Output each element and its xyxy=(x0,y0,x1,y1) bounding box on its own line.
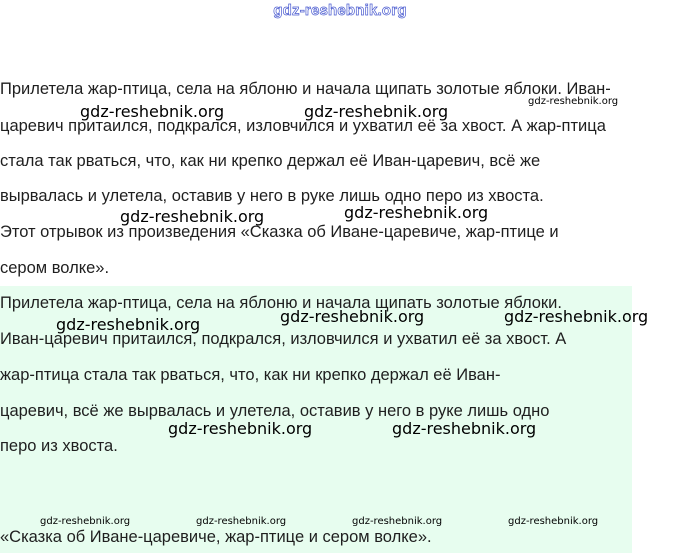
watermark: gdz-reshebnik.org xyxy=(56,315,201,334)
watermark: gdz-reshebnik.org xyxy=(392,419,537,438)
header-watermark: gdz-reshebnik.org xyxy=(273,2,407,19)
watermark: gdz-reshebnik.org xyxy=(508,516,599,527)
question-line: вырвалась и улетела, оставив у него в руке лишь одно перо из хвоста. xyxy=(0,187,544,205)
question-line: Этот отрывок из произведения «Сказка об Иване-царевиче, жар-птице и xyxy=(0,223,559,241)
question-line: Прилетела жар-птица, села на яблоню и начала щипать золотые яблоки. Иван- xyxy=(0,80,611,98)
answer-line: Иван-царевич притаился, подкрался, изловчился и ухватил её за хвост. А xyxy=(0,330,567,348)
answer-line: перо из хвоста. xyxy=(0,437,118,455)
watermark: gdz-reshebnik.org xyxy=(528,96,619,107)
watermark: gdz-reshebnik.org xyxy=(280,307,425,326)
watermark: gdz-reshebnik.org xyxy=(80,102,225,121)
watermark: gdz-reshebnik.org xyxy=(352,516,443,527)
watermark: gdz-reshebnik.org xyxy=(120,207,265,226)
answer-line: Прилетела жар-птица, села на яблоню и начала щипать золотые яблоки. xyxy=(0,294,562,312)
watermark: gdz-reshebnik.org xyxy=(504,307,649,326)
watermark: gdz-reshebnik.org xyxy=(304,102,449,121)
answer-line: царевич, всё же вырвалась и улетела, оставив у него в руке лишь одно xyxy=(0,402,550,420)
question-line: стала так рваться, что, как ни крепко держал её Иван-царевич, всё же xyxy=(0,152,541,170)
watermark: gdz-reshebnik.org xyxy=(40,516,131,527)
answer-line: жар-птица стала так рваться, что, как ни крепко держал её Иван- xyxy=(0,366,501,384)
watermark: gdz-reshebnik.org xyxy=(168,419,313,438)
question-line: сером волке». xyxy=(0,259,110,277)
watermark: gdz-reshebnik.org xyxy=(196,516,287,527)
answer-source: «Сказка об Иване-царевиче, жар-птице и сером волке». xyxy=(0,528,432,546)
watermark: gdz-reshebnik.org xyxy=(344,203,489,222)
question-line: царевич притаился, подкрался, изловчился и ухватил её за хвост. А жар-птица xyxy=(0,117,606,135)
